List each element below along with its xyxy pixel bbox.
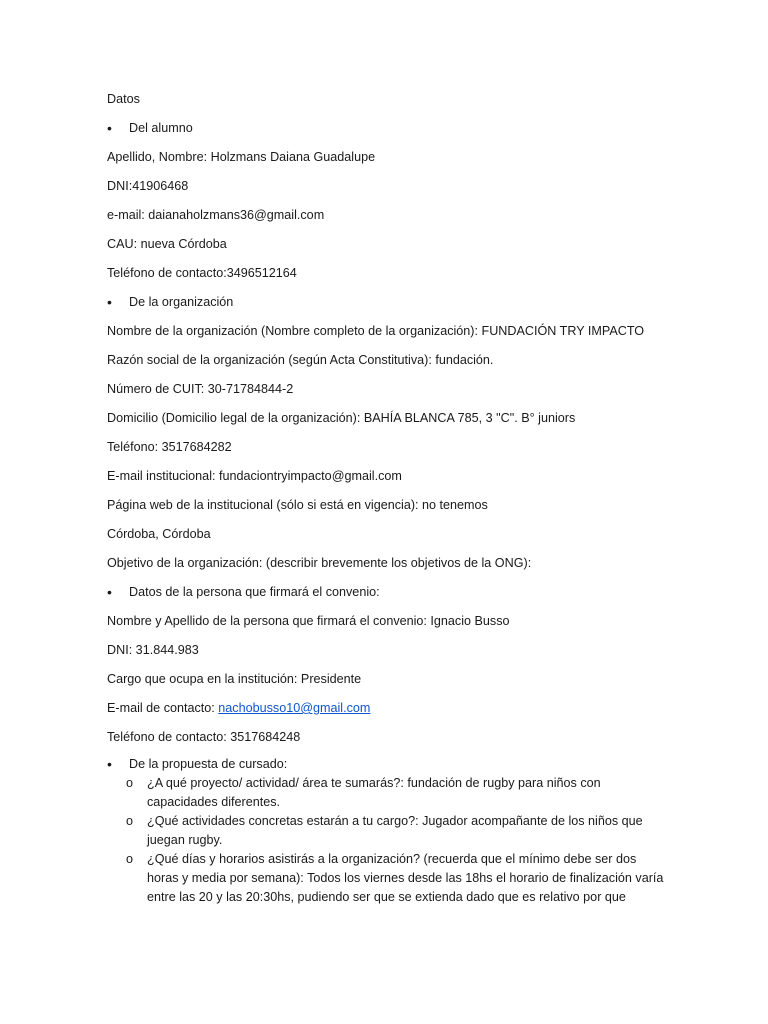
dni-alumno: DNI:41906468 xyxy=(107,179,189,193)
numero-cuit: Número de CUIT: 30-71784844-2 xyxy=(107,382,294,396)
document-page xyxy=(107,88,667,907)
list-item xyxy=(107,850,667,907)
domicilio: Domicilio (Domicilio legal de la organización): BAHÍA BLANCA 785, 3 "C". B° juniors xyxy=(107,411,576,425)
email-institucional: E-mail institucional: fundaciontryimpacto@gmail.com xyxy=(107,469,402,483)
razon-social: Razón social de la organización (según Acta Constitutiva): fundación. xyxy=(107,353,494,367)
telefono-contacto: Teléfono de contacto: 3517684248 xyxy=(107,730,301,744)
bullet-icon: • xyxy=(107,294,112,310)
cau: CAU: nueva Córdoba xyxy=(107,237,227,251)
bullet-datos-persona xyxy=(107,581,667,610)
nombre-organizacion: Nombre de la organización (Nombre completo de la organización): FUNDACIÓN TRY IMPACTO xyxy=(107,324,645,338)
bullet-icon: • xyxy=(107,584,112,600)
circle-bullet-icon: o xyxy=(126,814,134,828)
bullet-label: Del alumno xyxy=(129,121,193,135)
section-title-datos: Datos xyxy=(107,92,140,106)
ciudad: Córdoba, Córdoba xyxy=(107,527,211,541)
telefono-alumno: Teléfono de contacto:3496512164 xyxy=(107,266,297,280)
email-alumno: e-mail: daianaholzmans36@gmail.com xyxy=(107,208,325,222)
list-item-text: ¿Qué actividades concretas estarán a tu cargo?: Jugador acompañante de los niños que juegan rugby. xyxy=(147,814,643,847)
dni-persona: DNI: 31.844.983 xyxy=(107,643,199,657)
bullet-label: De la organización xyxy=(129,295,234,309)
bullet-icon: • xyxy=(107,756,112,772)
list-item xyxy=(107,812,667,850)
telefono-organizacion: Teléfono: 3517684282 xyxy=(107,440,232,454)
list-item-text: ¿A qué proyecto/ actividad/ área te sumarás?: fundación de rugby para niños con capacidades diferentes. xyxy=(147,776,601,809)
list-item xyxy=(107,774,667,812)
cargo: Cargo que ocupa en la institución: Presidente xyxy=(107,672,362,686)
email-contacto xyxy=(107,697,667,726)
bullet-propuesta xyxy=(107,755,667,774)
bullet-de-la-organizacion xyxy=(107,291,667,320)
pagina-web: Página web de la institucional (sólo si está en vigencia): no tenemos xyxy=(107,498,488,512)
nombre-persona: Nombre y Apellido de la persona que firmará el convenio: Ignacio Busso xyxy=(107,614,510,628)
bullet-label: Datos de la persona que firmará el convenio: xyxy=(129,585,380,599)
email-contacto-label: E-mail de contacto: xyxy=(107,701,219,715)
circle-bullet-icon: o xyxy=(126,852,134,866)
bullet-icon: • xyxy=(107,120,112,136)
objetivo-organizacion: Objetivo de la organización: (describir brevemente los objetivos de la ONG): xyxy=(107,556,532,570)
apellido-nombre: Apellido, Nombre: Holzmans Daiana Guadalupe xyxy=(107,150,376,164)
list-item-text: ¿Qué días y horarios asistirás a la organización? (recuerda que el mínimo debe ser dos horas y media por semana): Todos los viernes desde las 18hs el horario de finalización varía entre las 20 y las 20:30hs, pudiendo ser que se extienda dado que es relativo por que xyxy=(147,852,664,904)
circle-bullet-icon: o xyxy=(126,776,134,790)
bullet-del-alumno xyxy=(107,117,667,146)
bullet-label: De la propuesta de cursado: xyxy=(129,757,288,771)
propuesta-list xyxy=(107,774,667,907)
email-contacto-link[interactable]: nachobusso10@gmail.com xyxy=(218,701,371,715)
